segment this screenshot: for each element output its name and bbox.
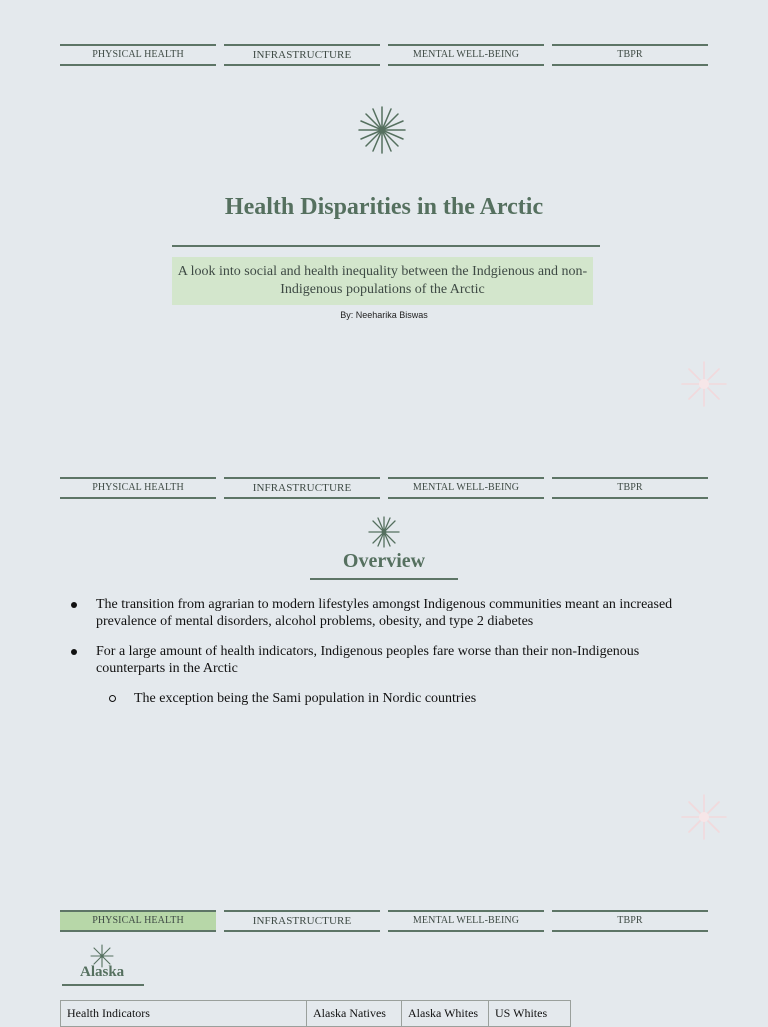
sparkle-star-icon xyxy=(356,104,408,156)
heading-divider xyxy=(62,984,144,986)
table-header-cell: Alaska Natives xyxy=(307,1001,402,1027)
title-divider xyxy=(172,245,600,247)
section-heading: Alaska xyxy=(80,964,125,980)
list-item: For a large amount of health indicators, Indigenous peoples fare worse than their non-Indigenous counterparts in the Arctic xyxy=(96,643,696,677)
page-title: Health Disparities in the Arctic xyxy=(224,194,544,220)
pink-sparkle-icon xyxy=(680,793,728,841)
list-item: The exception being the Sami population in Nordic countries xyxy=(134,690,694,707)
top-nav xyxy=(60,910,708,932)
top-nav xyxy=(60,44,708,66)
tab-physical-health[interactable]: PHYSICAL HEALTH xyxy=(60,910,216,932)
alaska-slide xyxy=(0,866,768,1024)
tab-mental-well-being[interactable]: MENTAL WELL-BEING xyxy=(388,477,544,499)
title-slide xyxy=(0,0,768,433)
subtitle-box: A look into social and health inequality between the Indgienous and non-Indigenous populations of the Arctic xyxy=(172,257,593,305)
overview-slide xyxy=(0,433,768,866)
byline: By: Neeharika Biswas xyxy=(340,310,428,320)
table-header-cell: Alaska Whites xyxy=(402,1001,489,1027)
pink-sparkle-icon xyxy=(680,360,728,408)
tab-physical-health[interactable]: PHYSICAL HEALTH xyxy=(60,477,216,499)
table-header-cell: Health Indicators xyxy=(61,1001,307,1027)
bullet-icon xyxy=(71,649,77,655)
tab-physical-health[interactable]: PHYSICAL HEALTH xyxy=(60,44,216,66)
table-header-cell: US Whites xyxy=(489,1001,571,1027)
section-heading: Overview xyxy=(342,550,426,572)
list-item: The transition from agrarian to modern lifestyles amongst Indigenous communities meant an increased prevalence of mental disorders, alcohol problems, obesity, and type 2 diabetes xyxy=(96,596,696,630)
heading-divider xyxy=(310,578,458,580)
tab-mental-well-being[interactable]: MENTAL WELL-BEING xyxy=(388,910,544,932)
tab-tbpr[interactable]: TBPR xyxy=(552,477,708,499)
tab-tbpr[interactable]: TBPR xyxy=(552,44,708,66)
tab-infrastructure[interactable]: INFRASTRUCTURE xyxy=(224,910,380,932)
hollow-bullet-icon xyxy=(109,695,116,702)
table-row xyxy=(61,1001,571,1027)
health-indicators-table xyxy=(60,1000,571,1027)
tab-infrastructure[interactable]: INFRASTRUCTURE xyxy=(224,477,380,499)
top-nav xyxy=(60,477,708,499)
sparkle-star-icon xyxy=(367,515,401,549)
tab-tbpr[interactable]: TBPR xyxy=(552,910,708,932)
tab-infrastructure[interactable]: INFRASTRUCTURE xyxy=(224,44,380,66)
tab-mental-well-being[interactable]: MENTAL WELL-BEING xyxy=(388,44,544,66)
bullet-icon xyxy=(71,602,77,608)
